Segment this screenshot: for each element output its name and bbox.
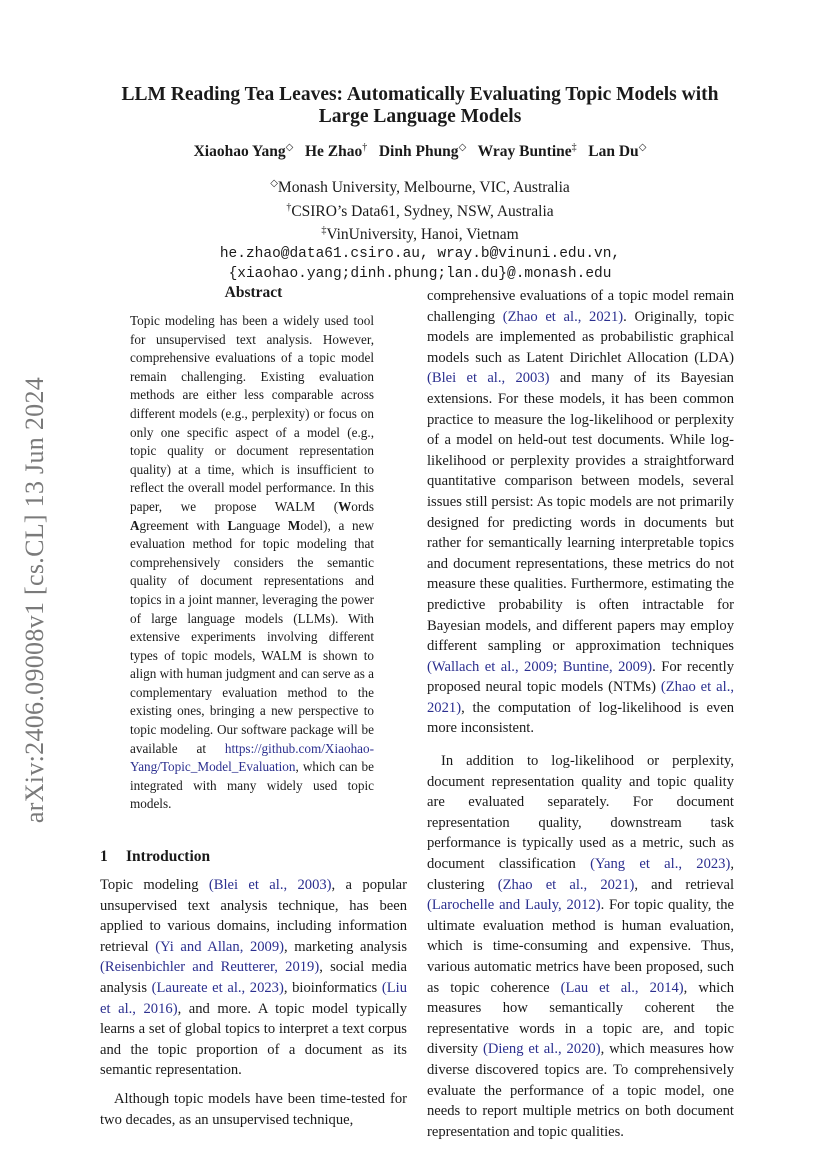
intro-paragraph-2-continued: comprehensive evaluations of a topic model remain challenging (Zhao et al., 2021). Originally, topic models are implemented as probabilistic graphical models such as Latent Dirichlet Allocation (LDA) (Blei et al., 2003) and many of its Bayesian extensions. For these models, it has been common practice to measure the log-likelihood or perplexity of a model on held-out test documents. While log-likelihood or perplexity provides a straightforward quantitative comparison between models, several issues still persist: As topic models are not primarily designed for predicting words in documents but rather for semantically learning interpretable topics and document representations, these metrics do not measure these qualities. Furthermore, estimating the predictive probability is often intractable for Bayesian models, and different papers may employ different sampling or approximation techniques (Wallach et al., 2009; Buntine, 2009). For recently proposed neural topic models (NTMs) (Zhao et al., 2021), the computation of log-likelihood is even more inconsistent. — [427, 288, 735, 737]
section-heading-introduction: 1 Introduction — [100, 848, 211, 866]
title-line-2: Large Language Models — [318, 106, 522, 127]
citation-link[interactable]: (Lau et al., 2014) — [560, 979, 684, 996]
github-link[interactable]: https://github.com/Xiaohao-Yang/Topic_Model_Evaluation — [130, 740, 374, 775]
citation-link[interactable]: (Blei et al., 2003) — [208, 877, 332, 894]
email-line: {xiaohao.yang;dinh.phung;lan.du}@.monash.edu — [228, 265, 612, 282]
author-list — [100, 138, 740, 162]
citation-link[interactable]: (Zhao et al., 2021) — [502, 308, 624, 325]
citation-link[interactable]: (Yi and Allan, 2009) — [155, 938, 284, 955]
arxiv-identifier-stamp: arXiv:2406.09008v1 [cs.CL] 13 Jun 2024 — [20, 376, 49, 824]
intro-paragraph-1: Topic modeling (Blei et al., 2003), a popular unsupervised text analysis technique, has been applied to various domains, including information retrieval (Yi and Allan, 2009), marketing analysis (Reisenbichler and Reutterer, 2019), social media analysis (Laureate et al., 2023), bioinformatics (Liu et al., 2016), and more. A topic model typically learns a set of global topics to interpret a text corpus and the topic proportion of a document as its semantic representation. — [100, 877, 407, 1079]
citation-link[interactable]: (Zhao et al., 2021) — [427, 679, 734, 716]
author: Lan Du◇ — [588, 142, 647, 161]
intro-paragraph-2: Although topic models have been time-tested for two decades, as an unsupervised technique, — [100, 1090, 407, 1128]
abstract-body: Topic modeling has been a widely used tool for unsupervised text analysis. However, comprehensive evaluations of a topic model remain challenging. Existing evaluation methods are either less comparable across different models (e.g., perplexity) or focus on only one specific aspect of a model (e.g., topic quality or document representation quality) at a time, which is insufficient to reflect the overall model performance. In this paper, we propose WALM (Words Agreement with Language Model), a new evaluation method for topic modeling that comprehensively considers the semantic quality of document representations and topics in a joint manner, leveraging the power of large language models (LLMs). With extensive experiments involving different types of topic models, WALM is shown to align with human judgment and can serve as a complementary evaluation method to the existing ones, bringing a new perspective to topic modeling. Our software package will be available at https://github.com/Xiaohao-Yang/Topic_Model_Evaluation, which can be integrated with many widely used topic models. — [130, 313, 375, 812]
abstract-heading: Abstract — [224, 284, 283, 301]
citation-link[interactable]: (Zhao et al., 2021) — [497, 876, 635, 893]
title-line-1: LLM Reading Tea Leaves: Automatically Evaluating Topic Models with — [121, 84, 719, 105]
citation-link[interactable]: (Larochelle and Lauly, 2012) — [427, 897, 601, 914]
author: Xiaohao Yang◇ — [193, 142, 294, 161]
citation-link[interactable]: (Laureate et al., 2023) — [151, 980, 284, 996]
citation-link[interactable]: (Blei et al., 2003) — [427, 370, 550, 387]
citation-link[interactable]: (Wallach et al., 2009; Buntine, 2009) — [427, 658, 653, 675]
affiliation: ◇Monash University, Melbourne, VIC, Australia — [270, 178, 570, 197]
citation-link[interactable]: (Yang et al., 2023) — [590, 856, 731, 873]
paper-title — [100, 84, 740, 128]
citation-link[interactable]: (Liu et al., 2016) — [100, 980, 407, 1017]
affiliations — [100, 174, 740, 284]
author: Dinh Phung◇ — [378, 142, 467, 161]
affiliation: ‡VinUniversity, Hanoi, Vietnam — [321, 225, 519, 244]
affiliation: †CSIRO’s Data61, Sydney, NSW, Australia — [286, 201, 554, 220]
paper-header — [100, 84, 740, 284]
left-column — [100, 284, 407, 1130]
author: Wray Buntine‡ — [477, 142, 577, 161]
citation-link[interactable]: (Reisenbichler and Reutterer, 2019) — [100, 959, 320, 976]
author: He Zhao† — [304, 142, 368, 161]
email-line: he.zhao@data61.csiro.au, wray.b@vinuni.edu.vn, — [219, 246, 621, 263]
intro-paragraph-3: In addition to log-likelihood or perplexity, document representation quality and topic quality are evaluated separately. For document representation quality, downstream task performance is typically used as a metric, such as document classification (Yang et al., 2023), clustering (Zhao et al., 2021), and retrieval (Larochelle and Lauly, 2012). For topic quality, the ultimate evaluation method is human evaluation, which is time-consuming and expensive. Thus, various automatic metrics have been proposed, such as topic coherence (Lau et al., 2014), which measures how semantically coherent the representative words in a topic are, and topic diversity (Dieng et al., 2020), which measures how diverse discovered topics are. To comprehensively evaluate the performance of a topic model, one needs to report multiple metrics on both document representation and topic qualities. — [427, 753, 735, 1140]
right-column — [427, 286, 734, 1142]
citation-link[interactable]: (Dieng et al., 2020) — [482, 1041, 601, 1058]
